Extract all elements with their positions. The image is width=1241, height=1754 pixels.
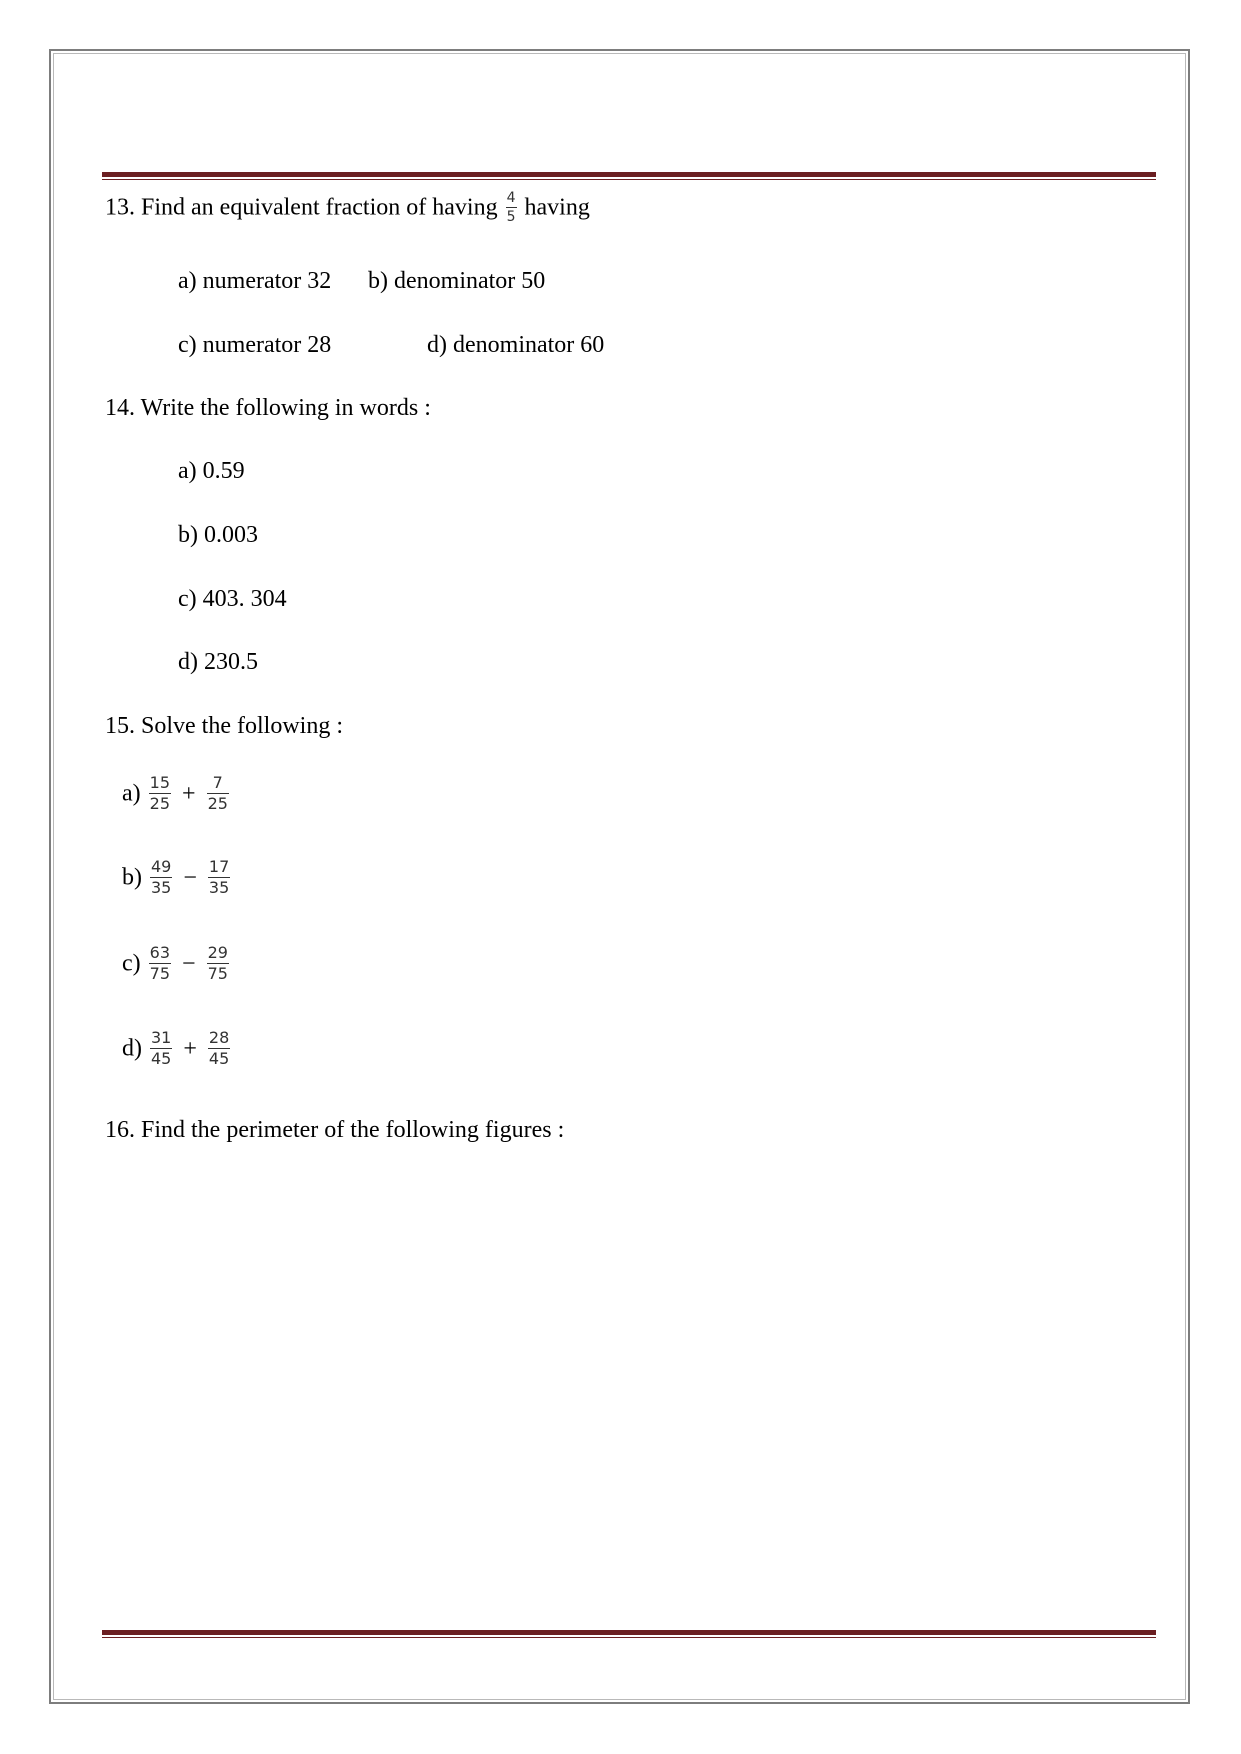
- q14-option-b: b) 0.003: [178, 522, 258, 548]
- fraction: $\frac{17}{35}$: [208, 857, 230, 897]
- fraction-denominator: 5: [506, 209, 516, 225]
- operator: +: [182, 780, 196, 807]
- q14-option-d: d) 230.5: [178, 649, 258, 675]
- footer-rule: [102, 1630, 1156, 1638]
- q15-item-d: [122, 1029, 232, 1068]
- question-13-text-after: having: [524, 194, 590, 221]
- question-13: [105, 190, 590, 225]
- fraction: $\frac{29}{75}$: [207, 943, 228, 983]
- header-rule: [102, 172, 1156, 180]
- q15-item-b: [122, 858, 232, 897]
- q15-item-a: [122, 774, 231, 813]
- q13-option-b: b) denominator 50: [368, 268, 546, 294]
- q14-option-a: a) 0.59: [178, 458, 245, 484]
- fraction: $\frac{7}{25}$: [207, 773, 228, 813]
- item-label: a): [122, 780, 141, 807]
- fraction: $\frac{31}{45}$: [151, 1028, 172, 1068]
- operator: −: [183, 864, 197, 891]
- q13-option-d: d) denominator 60: [427, 332, 605, 358]
- question-13-text: 13. Find an equivalent fraction of having: [105, 194, 498, 221]
- fraction: $\frac{63}{75}$: [149, 943, 171, 983]
- fraction-4-5: [506, 190, 517, 225]
- operator: −: [182, 950, 196, 977]
- fraction: $\frac{28}{45}$: [208, 1028, 230, 1068]
- operator: +: [183, 1035, 197, 1062]
- fraction: $\frac{15}{25}$: [149, 773, 171, 813]
- q14-option-c: c) 403. 304: [178, 586, 287, 612]
- fraction: $\frac{49}{35}$: [151, 857, 172, 897]
- q15-item-c: [122, 944, 231, 983]
- item-label: d): [122, 1035, 142, 1062]
- question-16-text: 16. Find the perimeter of the following figures :: [105, 1117, 565, 1143]
- q13-option-c: c) numerator 28: [178, 332, 332, 358]
- question-14-text: 14. Write the following in words :: [105, 395, 431, 421]
- q13-option-a: a) numerator 32: [178, 268, 332, 294]
- question-15-text: 15. Solve the following :: [105, 713, 343, 739]
- fraction-numerator: 4: [506, 190, 516, 206]
- item-label: c): [122, 950, 141, 977]
- item-label: b): [122, 864, 142, 891]
